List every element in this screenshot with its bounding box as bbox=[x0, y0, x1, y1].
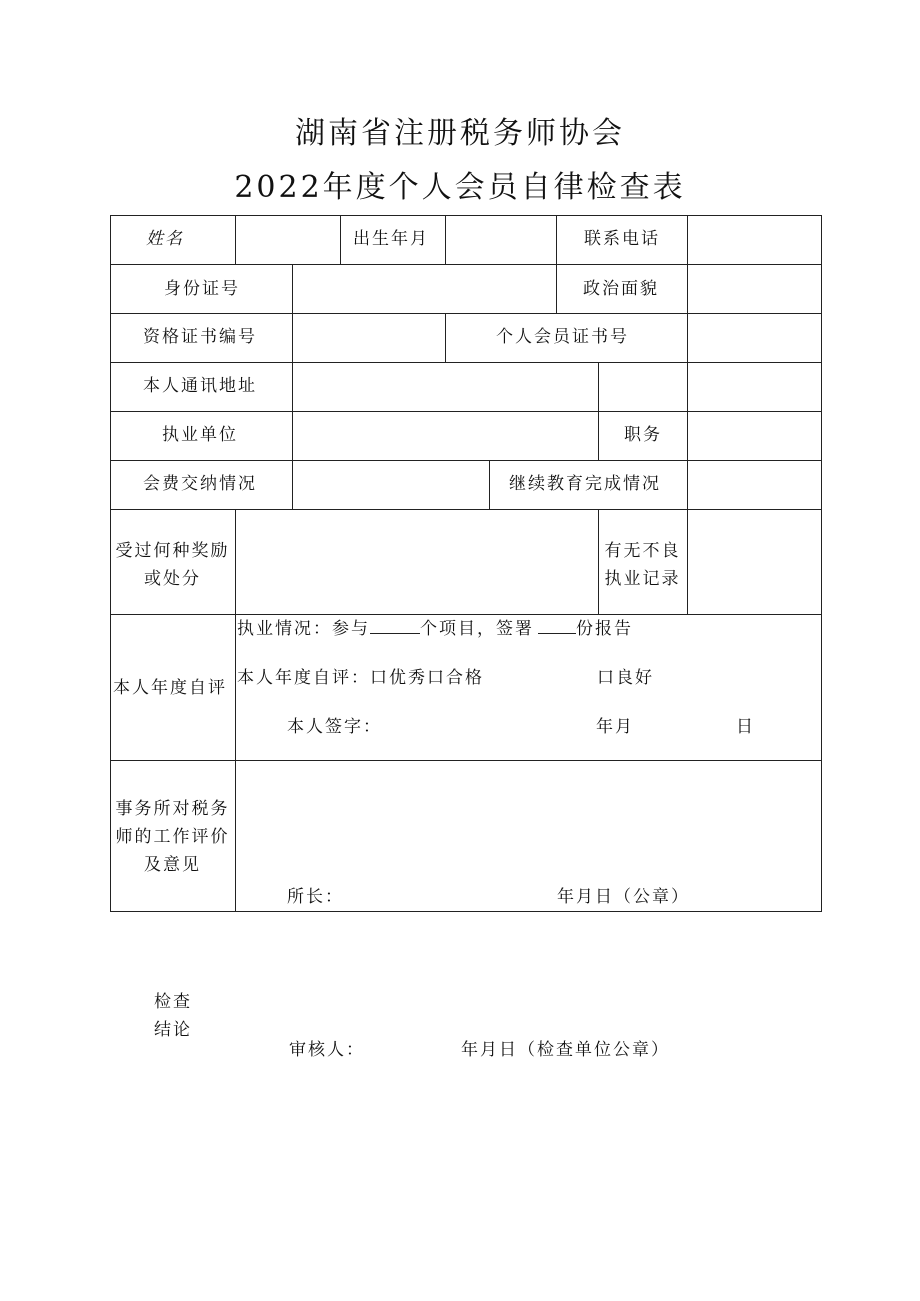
col-divider bbox=[687, 362, 688, 411]
col-divider bbox=[445, 313, 446, 362]
self-eval-label: 本人年度自评 bbox=[113, 678, 227, 698]
self-inspection-form bbox=[110, 215, 822, 912]
table-border-bottom bbox=[110, 911, 822, 912]
row-divider bbox=[110, 411, 822, 412]
row-divider bbox=[110, 509, 822, 510]
practice-mid: 个项目，签署 bbox=[420, 619, 534, 639]
id-number-label: 身份证号 bbox=[164, 279, 240, 299]
row-divider bbox=[110, 362, 822, 363]
col-divider bbox=[445, 215, 446, 264]
col-divider bbox=[292, 264, 293, 313]
col-divider bbox=[687, 215, 688, 264]
firm-date-seal: 年月日（公章） bbox=[557, 887, 690, 907]
form-title: 2022年度个人会员自律检查表 bbox=[234, 170, 686, 205]
conclusion-date-seal: 年月日（检查单位公章） bbox=[461, 1040, 670, 1060]
col-divider bbox=[235, 614, 236, 760]
col-divider bbox=[687, 509, 688, 614]
conclusion-label-line1: 检查 bbox=[154, 992, 192, 1012]
table-border-top bbox=[110, 215, 822, 216]
phone-label: 联系电话 bbox=[584, 229, 660, 249]
signature-label: 本人签字： bbox=[287, 717, 382, 737]
bad-record-label-line2: 执业记录 bbox=[604, 569, 681, 589]
col-divider bbox=[687, 460, 688, 509]
signature-day: 日 bbox=[736, 717, 755, 737]
col-divider bbox=[292, 313, 293, 362]
col-divider bbox=[489, 460, 490, 509]
col-divider bbox=[340, 215, 341, 264]
col-divider bbox=[598, 411, 599, 460]
practice-prefix: 执业情况：参与 bbox=[237, 619, 370, 639]
row-divider bbox=[110, 614, 822, 615]
col-divider bbox=[235, 760, 236, 911]
awards-label-line1: 受过何种奖励 bbox=[115, 541, 230, 561]
awards-label-line2: 或处分 bbox=[144, 569, 201, 589]
table-border-right bbox=[821, 215, 822, 912]
col-divider bbox=[292, 362, 293, 411]
projects-count-blank[interactable] bbox=[370, 617, 420, 634]
rating-prefix: 本人年度自评： bbox=[237, 668, 370, 688]
birth-label: 出生年月 bbox=[353, 229, 429, 249]
bad-record-label-line1: 有无不良 bbox=[604, 541, 681, 561]
row-divider bbox=[110, 264, 822, 265]
firm-eval-label bbox=[110, 795, 235, 879]
row-divider bbox=[110, 460, 822, 461]
conclusion-label bbox=[154, 988, 192, 1044]
bad-record-label bbox=[598, 537, 687, 593]
political-status-label: 政治面貌 bbox=[583, 279, 659, 299]
signature-year-month: 年月 bbox=[596, 717, 634, 737]
col-divider bbox=[556, 215, 557, 264]
col-divider bbox=[235, 509, 236, 614]
col-divider bbox=[556, 264, 557, 313]
practice-suffix: 份报告 bbox=[576, 619, 633, 639]
firm-eval-label-line1: 事务所对税务 bbox=[115, 799, 230, 819]
option-pass-checkbox[interactable]: 口合格 bbox=[427, 668, 484, 688]
row-divider bbox=[110, 313, 822, 314]
firm-eval-label-line2: 师的工作评价 bbox=[115, 827, 230, 847]
org-title: 湖南省注册税务师协会 bbox=[295, 116, 625, 151]
practice-line bbox=[237, 617, 633, 641]
option-excellent-checkbox[interactable]: 口优秀 bbox=[370, 668, 427, 688]
name-label: 姓名 bbox=[146, 229, 184, 249]
education-label: 继续教育完成情况 bbox=[509, 474, 661, 494]
firm-eval-label-line3: 及意见 bbox=[144, 855, 201, 875]
director-label: 所长： bbox=[287, 887, 344, 907]
col-divider bbox=[687, 411, 688, 460]
address-label: 本人通讯地址 bbox=[143, 376, 257, 396]
awards-label bbox=[110, 537, 235, 593]
col-divider bbox=[687, 313, 688, 362]
col-divider bbox=[235, 215, 236, 264]
conclusion-label-line2: 结论 bbox=[154, 1020, 192, 1040]
rating-line bbox=[237, 666, 484, 690]
col-divider bbox=[598, 362, 599, 411]
position-label: 职务 bbox=[624, 425, 662, 445]
cert-number-label: 资格证书编号 bbox=[143, 327, 257, 347]
col-divider bbox=[292, 411, 293, 460]
option-good-checkbox[interactable]: 口良好 bbox=[597, 668, 654, 688]
fee-status-label: 会费交纳情况 bbox=[143, 474, 257, 494]
col-divider bbox=[292, 460, 293, 509]
col-divider bbox=[687, 264, 688, 313]
reports-count-blank[interactable] bbox=[538, 617, 576, 634]
reviewer-label: 审核人： bbox=[289, 1040, 365, 1060]
employer-label: 执业单位 bbox=[162, 425, 238, 445]
row-divider bbox=[110, 760, 822, 761]
member-cert-label: 个人会员证书号 bbox=[496, 327, 629, 347]
